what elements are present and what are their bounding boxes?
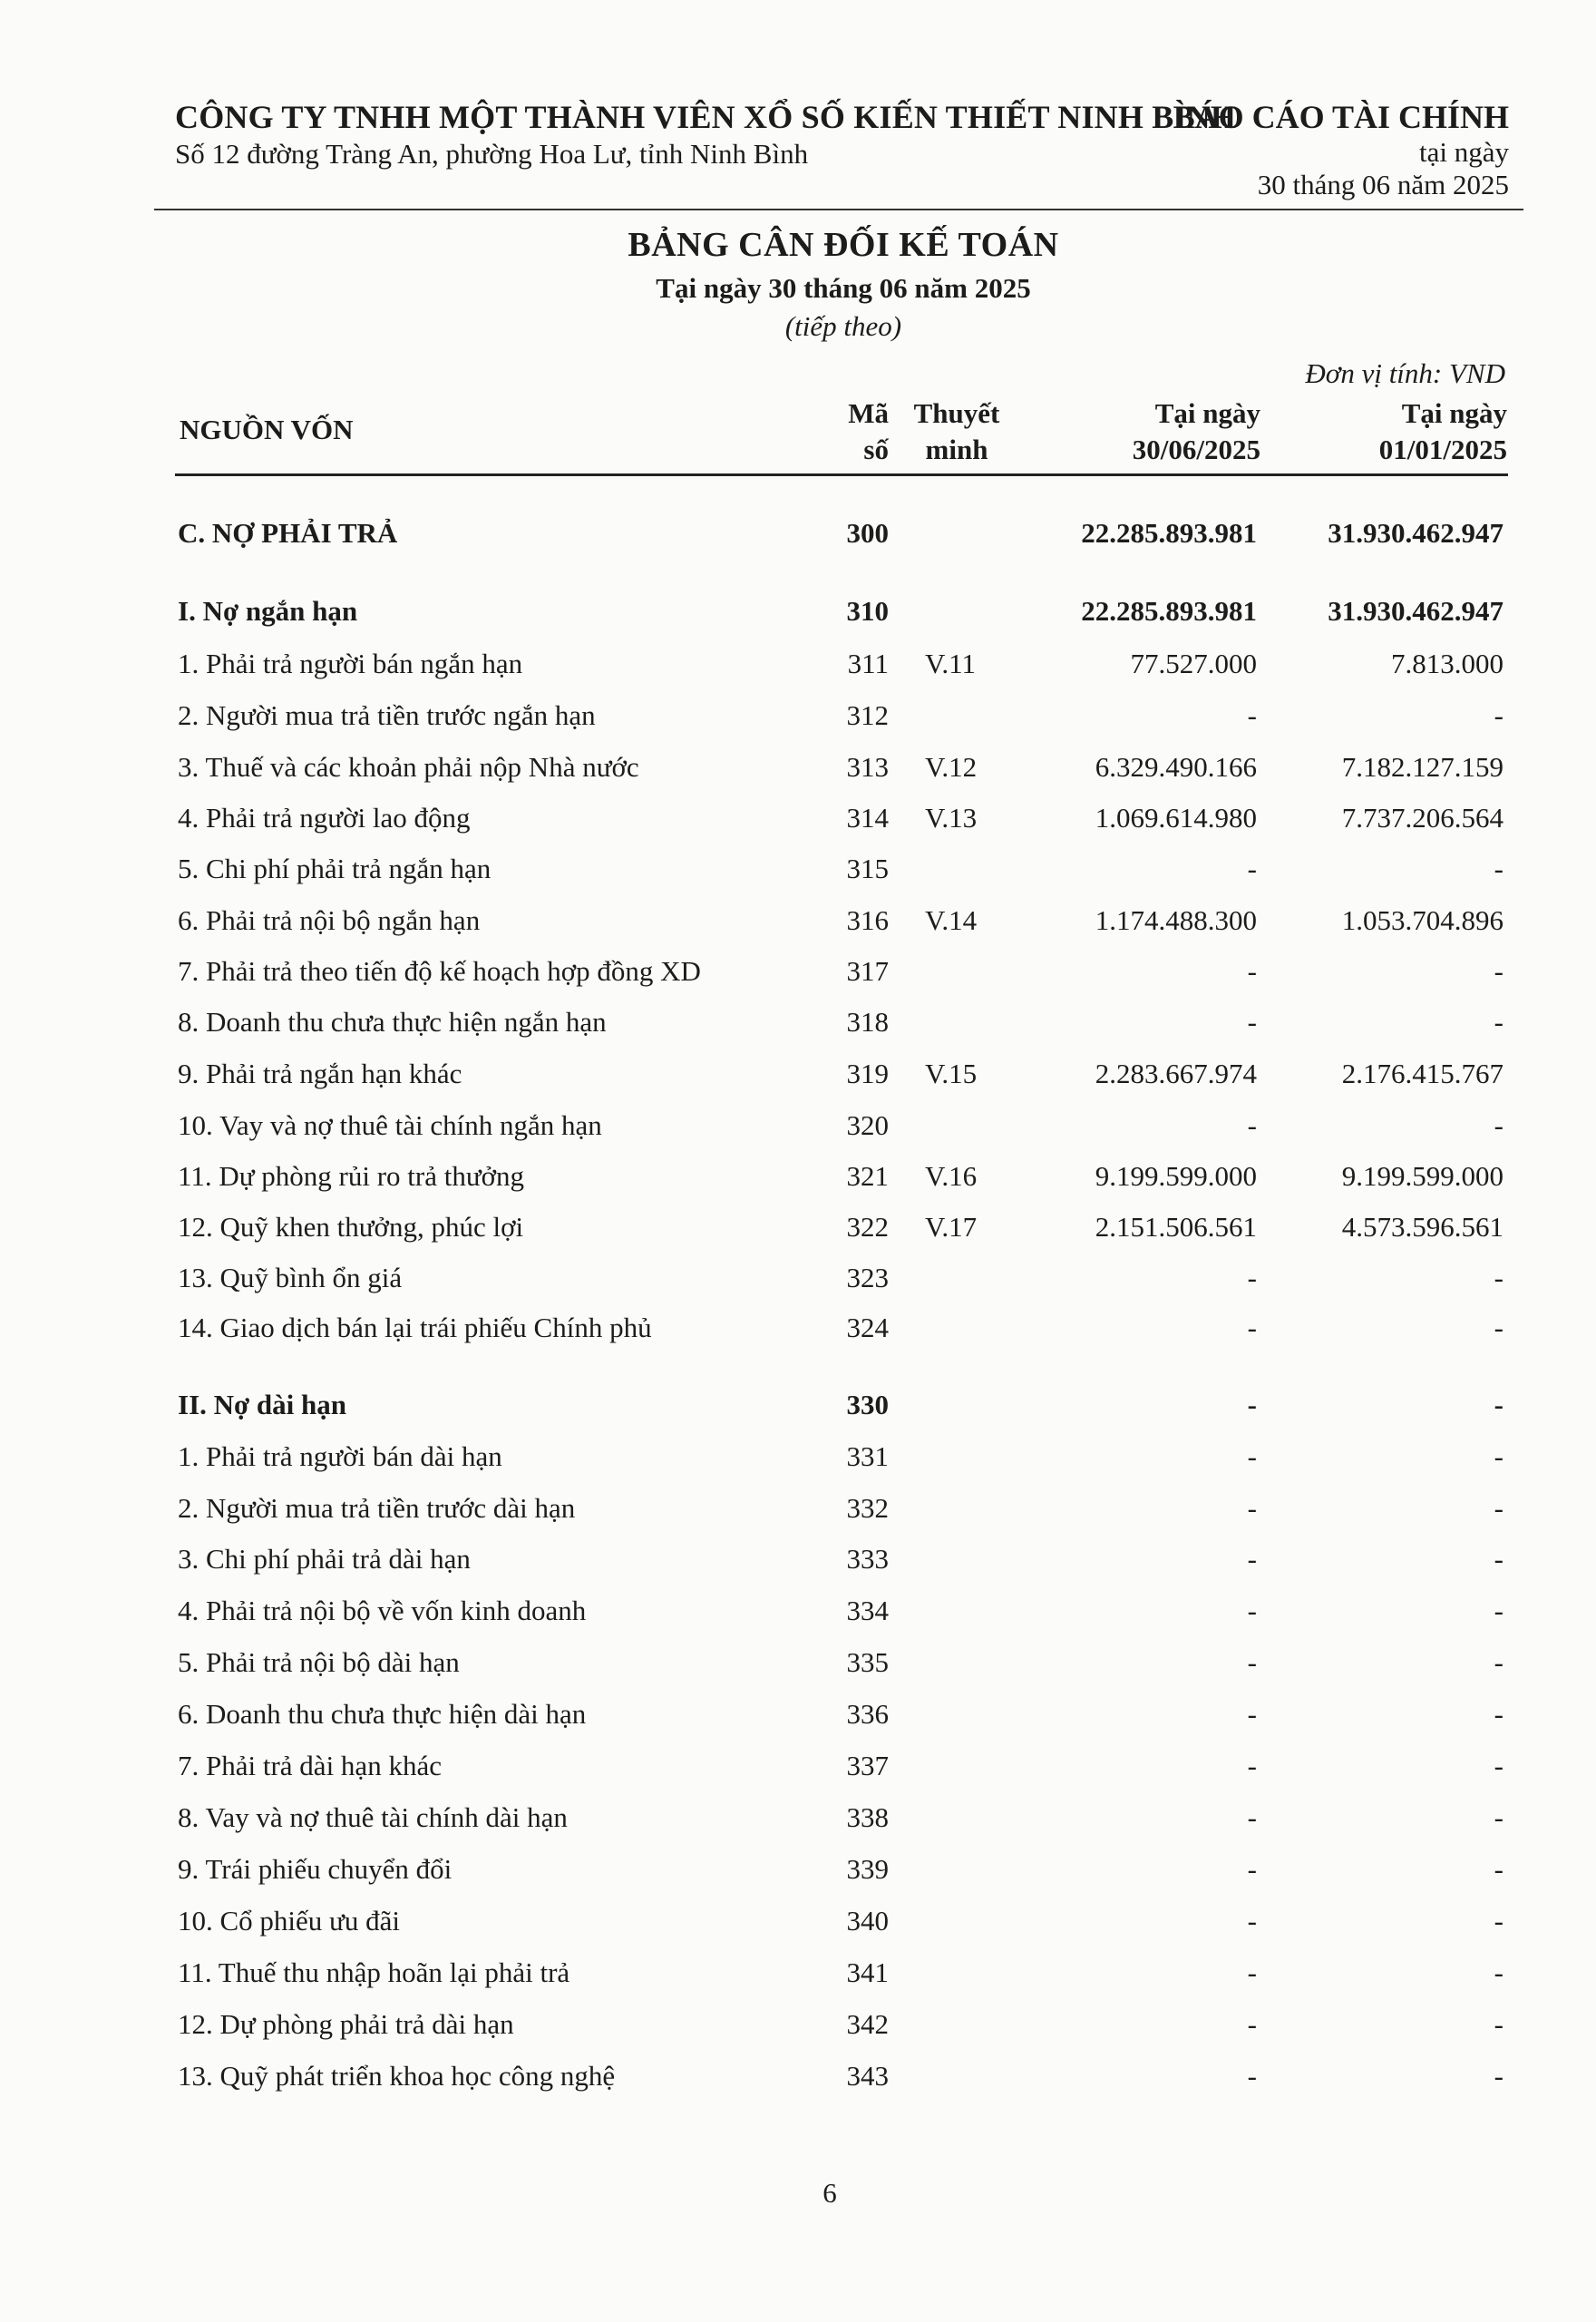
row-previous: - xyxy=(1494,853,1504,884)
row-name: 5. Phải trả nội bộ dài hạn xyxy=(178,1646,460,1678)
row-code: 337 xyxy=(846,1750,889,1781)
row-current: - xyxy=(1247,1440,1257,1472)
company-name: CÔNG TY TNHH MỘT THÀNH VIÊN XỔ SỐ KIẾN THIẾT NINH BÌNH xyxy=(175,99,1237,135)
row-previous: - xyxy=(1494,1595,1504,1626)
table-row xyxy=(0,1105,1596,1146)
table-row xyxy=(0,1900,1596,1942)
row-code: 336 xyxy=(846,1698,889,1730)
row-name: 3. Thuế và các khoản phải nộp Nhà nước xyxy=(178,751,639,783)
row-code: 330 xyxy=(846,1389,889,1420)
row-name: II. Nợ dài hạn xyxy=(178,1389,347,1420)
row-name: 9. Phải trả ngắn hạn khác xyxy=(178,1058,462,1089)
row-current: - xyxy=(1247,1109,1257,1141)
column-header-current xyxy=(1034,395,1260,468)
table-row xyxy=(0,2055,1596,2097)
table-row xyxy=(0,1745,1596,1787)
row-current: - xyxy=(1247,1543,1257,1575)
row-current: 6.329.490.166 xyxy=(1095,751,1257,783)
row-current: - xyxy=(1247,699,1257,731)
row-current: - xyxy=(1247,955,1257,987)
report-subtitle: tại ngày xyxy=(1419,136,1509,168)
table-row xyxy=(0,695,1596,737)
company-address: Số 12 đường Tràng An, phường Hoa Lư, tỉnh Ninh Bình xyxy=(175,138,809,170)
column-header-current-line1: Tại ngày xyxy=(1154,397,1260,429)
column-header-code xyxy=(798,395,889,468)
table-row xyxy=(0,746,1596,788)
table-row xyxy=(0,512,1596,554)
row-previous: - xyxy=(1494,955,1504,987)
currency-unit: Đơn vị tính: VND xyxy=(1305,357,1505,389)
row-name: 11. Dự phòng rủi ro trả thưởng xyxy=(178,1160,525,1192)
row-name: 6. Phải trả nội bộ ngắn hạn xyxy=(178,904,481,936)
row-code: 343 xyxy=(846,2060,889,2092)
row-name: 10. Cổ phiếu ưu đãi xyxy=(178,1905,400,1937)
table-row xyxy=(0,900,1596,941)
row-current: - xyxy=(1247,1595,1257,1626)
row-previous: - xyxy=(1494,2060,1504,2092)
row-code: 310 xyxy=(846,595,889,627)
row-code: 340 xyxy=(846,1905,889,1937)
row-previous: - xyxy=(1494,1389,1504,1420)
row-previous: - xyxy=(1494,1956,1504,1988)
document-title: BẢNG CÂN ĐỐI KẾ TOÁN xyxy=(628,226,1059,264)
header-left xyxy=(175,98,1236,171)
table-row xyxy=(0,951,1596,992)
table-row xyxy=(0,643,1596,685)
row-current: - xyxy=(1247,2008,1257,2040)
column-header-note xyxy=(898,395,1016,468)
row-code: 322 xyxy=(846,1211,889,1243)
row-current: 2.151.506.561 xyxy=(1095,1211,1257,1243)
row-previous: 31.930.462.947 xyxy=(1328,517,1504,549)
row-current: - xyxy=(1247,1698,1257,1730)
row-current: - xyxy=(1247,1262,1257,1293)
row-name: 13. Quỹ phát triển khoa học công nghệ xyxy=(178,2060,616,2092)
row-name: 8. Doanh thu chưa thực hiện ngắn hạn xyxy=(178,1006,607,1038)
row-previous: - xyxy=(1494,1750,1504,1781)
table-row xyxy=(0,1001,1596,1043)
row-name: 2. Người mua trả tiền trước ngắn hạn xyxy=(178,699,596,731)
row-previous: - xyxy=(1494,1543,1504,1575)
column-header-current-line2: 30/06/2025 xyxy=(1132,434,1260,465)
column-header-previous xyxy=(1270,395,1507,468)
row-previous: 4.573.596.561 xyxy=(1341,1211,1504,1243)
row-code: 311 xyxy=(847,648,889,679)
row-previous: - xyxy=(1494,1440,1504,1472)
row-current: - xyxy=(1247,1956,1257,1988)
page-number: 6 xyxy=(822,2177,837,2209)
row-code: 320 xyxy=(846,1109,889,1141)
table-row xyxy=(0,797,1596,839)
row-previous: - xyxy=(1494,1006,1504,1038)
row-name: 12. Quỹ khen thưởng, phúc lợi xyxy=(178,1211,524,1243)
row-previous: - xyxy=(1494,1109,1504,1141)
row-previous: 7.737.206.564 xyxy=(1341,802,1504,834)
row-current: 9.199.599.000 xyxy=(1095,1160,1257,1192)
row-name: 11. Thuế thu nhập hoãn lại phải trả xyxy=(178,1956,570,1988)
row-name: 4. Phải trả người lao động xyxy=(178,802,471,834)
column-header-code-line2: số xyxy=(863,434,889,465)
table-row xyxy=(0,848,1596,890)
table-row xyxy=(0,1257,1596,1299)
row-note: V.14 xyxy=(925,904,978,936)
table-row xyxy=(0,1156,1596,1197)
row-code: 334 xyxy=(846,1595,889,1626)
row-current: 22.285.893.981 xyxy=(1081,517,1257,549)
row-code: 335 xyxy=(846,1646,889,1678)
row-note: V.16 xyxy=(925,1160,978,1192)
row-code: 315 xyxy=(846,853,889,884)
row-current: 77.527.000 xyxy=(1130,648,1257,679)
row-code: 313 xyxy=(846,751,889,783)
row-code: 300 xyxy=(846,517,889,549)
row-previous: - xyxy=(1494,1492,1504,1524)
row-current: 1.069.614.980 xyxy=(1095,802,1257,834)
row-previous: - xyxy=(1494,1905,1504,1937)
row-current: - xyxy=(1247,1750,1257,1781)
row-previous: 7.182.127.159 xyxy=(1341,751,1504,783)
row-current: - xyxy=(1247,1646,1257,1678)
row-note: V.13 xyxy=(925,802,978,834)
row-code: 317 xyxy=(846,955,889,987)
row-code: 333 xyxy=(846,1543,889,1575)
row-previous: 7.813.000 xyxy=(1391,648,1504,679)
row-current: - xyxy=(1247,2060,1257,2092)
row-note: V.15 xyxy=(925,1058,978,1089)
row-current: 2.283.667.974 xyxy=(1095,1058,1257,1089)
row-current: 1.174.488.300 xyxy=(1095,904,1257,936)
row-current: - xyxy=(1247,1905,1257,1937)
row-name: 2. Người mua trả tiền trước dài hạn xyxy=(178,1492,576,1524)
row-code: 321 xyxy=(846,1160,889,1192)
row-name: 4. Phải trả nội bộ về vốn kinh doanh xyxy=(178,1595,587,1626)
title-block xyxy=(0,225,1596,343)
row-previous: - xyxy=(1494,1698,1504,1730)
row-previous: - xyxy=(1494,2008,1504,2040)
row-previous: - xyxy=(1494,1801,1504,1833)
table-row xyxy=(0,1797,1596,1839)
row-name: 9. Trái phiếu chuyển đổi xyxy=(178,1853,453,1885)
row-name: 12. Dự phòng phải trả dài hạn xyxy=(178,2008,514,2040)
row-code: 338 xyxy=(846,1801,889,1833)
column-header-note-line2: minh xyxy=(925,434,988,465)
row-name: 8. Vay và nợ thuê tài chính dài hạn xyxy=(178,1801,568,1833)
row-code: 323 xyxy=(846,1262,889,1293)
table-row xyxy=(0,1206,1596,1248)
column-header-previous-line2: 01/01/2025 xyxy=(1378,434,1507,465)
row-current: - xyxy=(1247,1006,1257,1038)
row-previous: - xyxy=(1494,699,1504,731)
row-name: 5. Chi phí phải trả ngắn hạn xyxy=(178,853,491,884)
row-previous: - xyxy=(1494,1312,1504,1343)
row-name: 1. Phải trả người bán dài hạn xyxy=(178,1440,502,1472)
table-header-divider xyxy=(175,473,1508,476)
row-previous: 1.053.704.896 xyxy=(1341,904,1504,936)
row-name: 7. Phải trả dài hạn khác xyxy=(178,1750,442,1781)
document-date: Tại ngày 30 tháng 06 năm 2025 xyxy=(656,272,1031,304)
row-previous: 2.176.415.767 xyxy=(1341,1058,1504,1089)
row-previous: 31.930.462.947 xyxy=(1328,595,1504,627)
table-row xyxy=(0,590,1596,632)
row-previous: - xyxy=(1494,1646,1504,1678)
table-row xyxy=(0,1952,1596,1994)
table-row xyxy=(0,1053,1596,1095)
row-code: 316 xyxy=(846,904,889,936)
row-current: 22.285.893.981 xyxy=(1081,595,1257,627)
row-previous: 9.199.599.000 xyxy=(1341,1160,1504,1192)
table-row xyxy=(0,1436,1596,1478)
report-date: 30 tháng 06 năm 2025 xyxy=(1257,169,1509,200)
row-name: I. Nợ ngắn hạn xyxy=(178,595,358,627)
row-code: 331 xyxy=(846,1440,889,1472)
table-row xyxy=(0,1849,1596,1890)
column-header-note-line1: Thuyết xyxy=(913,397,1000,429)
row-previous: - xyxy=(1494,1853,1504,1885)
row-name: 7. Phải trả theo tiến độ kế hoạch hợp đồng XD xyxy=(178,955,701,987)
row-name: 14. Giao dịch bán lại trái phiếu Chính phủ xyxy=(178,1312,652,1343)
row-code: 342 xyxy=(846,2008,889,2040)
row-name: 6. Doanh thu chưa thực hiện dài hạn xyxy=(178,1698,587,1730)
row-note: V.17 xyxy=(925,1211,978,1243)
row-code: 341 xyxy=(846,1956,889,1988)
row-code: 324 xyxy=(846,1312,889,1343)
row-code: 318 xyxy=(846,1006,889,1038)
table-row xyxy=(0,1538,1596,1580)
row-note: V.12 xyxy=(925,751,978,783)
row-name: 10. Vay và nợ thuê tài chính ngắn hạn xyxy=(178,1109,602,1141)
row-name: C. NỢ PHẢI TRẢ xyxy=(178,517,398,549)
row-code: 339 xyxy=(846,1853,889,1885)
column-header-name: NGUỒN VỐN xyxy=(180,414,354,445)
document-note: (tiếp theo) xyxy=(784,310,902,342)
row-current: - xyxy=(1247,1853,1257,1885)
table-row xyxy=(0,1590,1596,1632)
table-row xyxy=(0,1384,1596,1426)
table-row xyxy=(0,2004,1596,2045)
table-row xyxy=(0,1307,1596,1349)
report-title: BÁO CÁO TÀI CHÍNH xyxy=(1173,99,1509,135)
row-code: 314 xyxy=(846,802,889,834)
table-row xyxy=(0,1488,1596,1529)
header-right xyxy=(1173,98,1509,201)
row-code: 319 xyxy=(846,1058,889,1089)
column-header-previous-line1: Tại ngày xyxy=(1401,397,1507,429)
row-note: V.11 xyxy=(925,648,976,679)
column-header-code-line1: Mã xyxy=(848,397,889,429)
table-row xyxy=(0,1642,1596,1683)
table-row xyxy=(0,1693,1596,1735)
row-current: - xyxy=(1247,1492,1257,1524)
row-current: - xyxy=(1247,1801,1257,1833)
header-divider xyxy=(154,209,1523,210)
row-code: 332 xyxy=(846,1492,889,1524)
row-current: - xyxy=(1247,1389,1257,1420)
row-name: 3. Chi phí phải trả dài hạn xyxy=(178,1543,471,1575)
row-name: 13. Quỹ bình ổn giá xyxy=(178,1262,403,1293)
row-current: - xyxy=(1247,1312,1257,1343)
row-current: - xyxy=(1247,853,1257,884)
row-code: 312 xyxy=(846,699,889,731)
row-previous: - xyxy=(1494,1262,1504,1293)
row-name: 1. Phải trả người bán ngắn hạn xyxy=(178,648,523,679)
